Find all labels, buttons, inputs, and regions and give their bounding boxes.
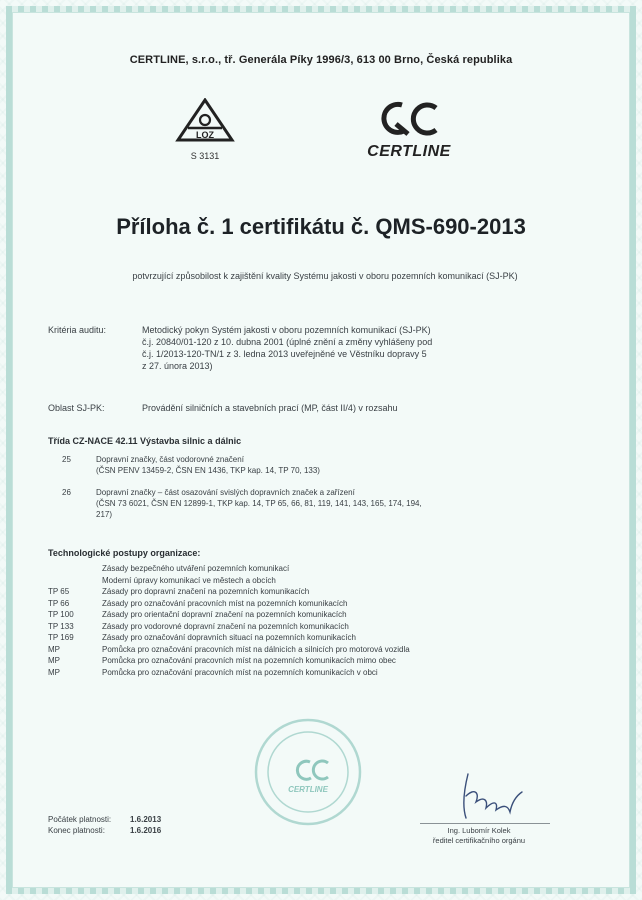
nace-code: 25 xyxy=(62,455,71,464)
criteria-line: č.j. 1/2013-120-TN/1 z 3. ledna 2013 uveřejněné ve Věstníku dopravy 5 xyxy=(142,349,427,359)
list-item xyxy=(48,609,568,621)
company-address: CERTLINE, s.r.o., tř. Generála Píky 1996/3, 613 00 Brno, Česká republika xyxy=(129,54,513,66)
list-item xyxy=(48,632,568,644)
validity-end-label: Konec platnosti: xyxy=(48,826,105,835)
criteria-label: Kritéria auditu: xyxy=(48,325,107,335)
list-item xyxy=(48,621,568,633)
list-item xyxy=(48,598,568,610)
nace-line: Dopravní značky – část osazování svislých dopravních značek a zařízení xyxy=(96,488,355,497)
nace-line: (ČSN PENV 13459-2, ČSN EN 1436, TKP kap. 14, TP 70, 133) xyxy=(96,466,320,475)
tech-code: TP 65 xyxy=(48,587,70,596)
triangle-logo-icon xyxy=(174,98,236,144)
tech-text: Zásady pro označování pracovních míst na pozemních komunikacích xyxy=(102,598,348,608)
validity-start-value: 1.6.2013 xyxy=(130,815,162,824)
validity-start-label: Počátek platnosti: xyxy=(48,815,112,824)
criteria-line: č.j. 20840/01-120 z 10. dubna 2001 (úplné znění a změny vyhlášeny pod xyxy=(142,337,433,347)
qc-logo-icon xyxy=(374,98,444,140)
tech-code xyxy=(48,563,102,575)
logo-letters: LOZ xyxy=(196,130,214,140)
tech-text: Zásady pro orientační dopravní značení na pozemních komunikacích xyxy=(102,610,347,619)
list-item xyxy=(48,586,568,598)
tech-text: Zásady pro označování dopravních situací na pozemních komunikacích xyxy=(102,633,356,642)
signer-role: ředitel certifikačního orgánu xyxy=(432,836,526,845)
tech-text: Zásady bezpečného utváření pozemních komunikací xyxy=(102,564,290,573)
tech-text: Zásady pro vodorovné dopravní značení na pozemních komunikacích xyxy=(102,621,349,631)
signature-line xyxy=(420,823,550,824)
nace-line: (ČSN 73 6021, ČSN EN 12899-1, TKP kap. 14, TP 65, 66, 81, 119, 141, 143, 165, 174, 194, xyxy=(96,499,422,508)
signer-block xyxy=(404,826,554,846)
signature-icon xyxy=(450,766,530,822)
list-item xyxy=(48,563,568,575)
tech-heading: Technologické postupy organizace: xyxy=(48,548,201,558)
nace-line: Dopravní značky, část vodorovné značení xyxy=(96,455,244,464)
list-item xyxy=(48,655,568,667)
tech-code: MP xyxy=(48,644,60,654)
tech-text: Moderní úpravy komunikací ve městech a obcích xyxy=(102,575,276,585)
intro-text: potvrzující způsobilost k zajištění kvality Systému jakosti v oboru pozemních komunikací (SJ-PK) xyxy=(132,271,518,281)
tech-text: Pomůcka pro označování pracovních míst na pozemních komunikacích mimo obec xyxy=(102,656,396,665)
area-label: Oblast SJ-PK: xyxy=(48,403,105,413)
tech-text: Pomůcka pro označování pracovních míst na dálnicích a silnicích pro motorová vozidla xyxy=(102,644,410,654)
area-text: Provádění silničních a stavebních prací (MP, část II/4) v rozsahu xyxy=(142,403,398,413)
signer-name: Ing. Lubomír Kolek xyxy=(447,826,511,835)
nace-line: 217) xyxy=(96,510,113,519)
tech-code: MP xyxy=(48,656,60,665)
validity-block xyxy=(48,814,161,836)
criteria-text xyxy=(142,324,572,372)
tech-text: Pomůcka pro označování pracovních míst na pozemních komunikacích v obci xyxy=(102,667,378,677)
tech-text: Zásady pro dopravní značení na pozemních komunikacích xyxy=(102,587,310,596)
nace-item xyxy=(96,487,576,520)
list-item xyxy=(48,667,568,679)
tech-code: TP 133 xyxy=(48,621,74,631)
tech-code: TP 169 xyxy=(48,633,74,642)
certline-logo xyxy=(354,98,464,161)
nace-heading: Třída CZ-NACE 42.11 Výstavba silnic a dálnic xyxy=(48,436,242,446)
round-stamp-icon xyxy=(252,716,364,828)
validity-end-value: 1.6.2016 xyxy=(130,826,162,835)
tech-list xyxy=(48,563,568,678)
nace-code: 26 xyxy=(62,488,71,497)
document-title: Příloha č. 1 certifikátu č. QMS-690-2013 xyxy=(116,214,526,239)
tech-code: TP 66 xyxy=(48,598,70,608)
criteria-line: z 27. února 2013) xyxy=(142,361,213,371)
tech-code xyxy=(48,575,102,587)
list-item xyxy=(48,575,568,587)
tech-code: TP 100 xyxy=(48,610,74,619)
logo-brand: CERTLINE xyxy=(367,143,451,160)
logo-code: S 3131 xyxy=(190,151,220,161)
criteria-line: Metodický pokyn Systém jakosti v oboru pozemních komunikací (SJ-PK) xyxy=(142,325,431,335)
list-item xyxy=(48,644,568,656)
nace-item xyxy=(96,454,576,476)
accreditation-logo xyxy=(170,98,240,161)
stamp-brand: CERTLINE xyxy=(288,785,328,794)
tech-code: MP xyxy=(48,667,60,677)
